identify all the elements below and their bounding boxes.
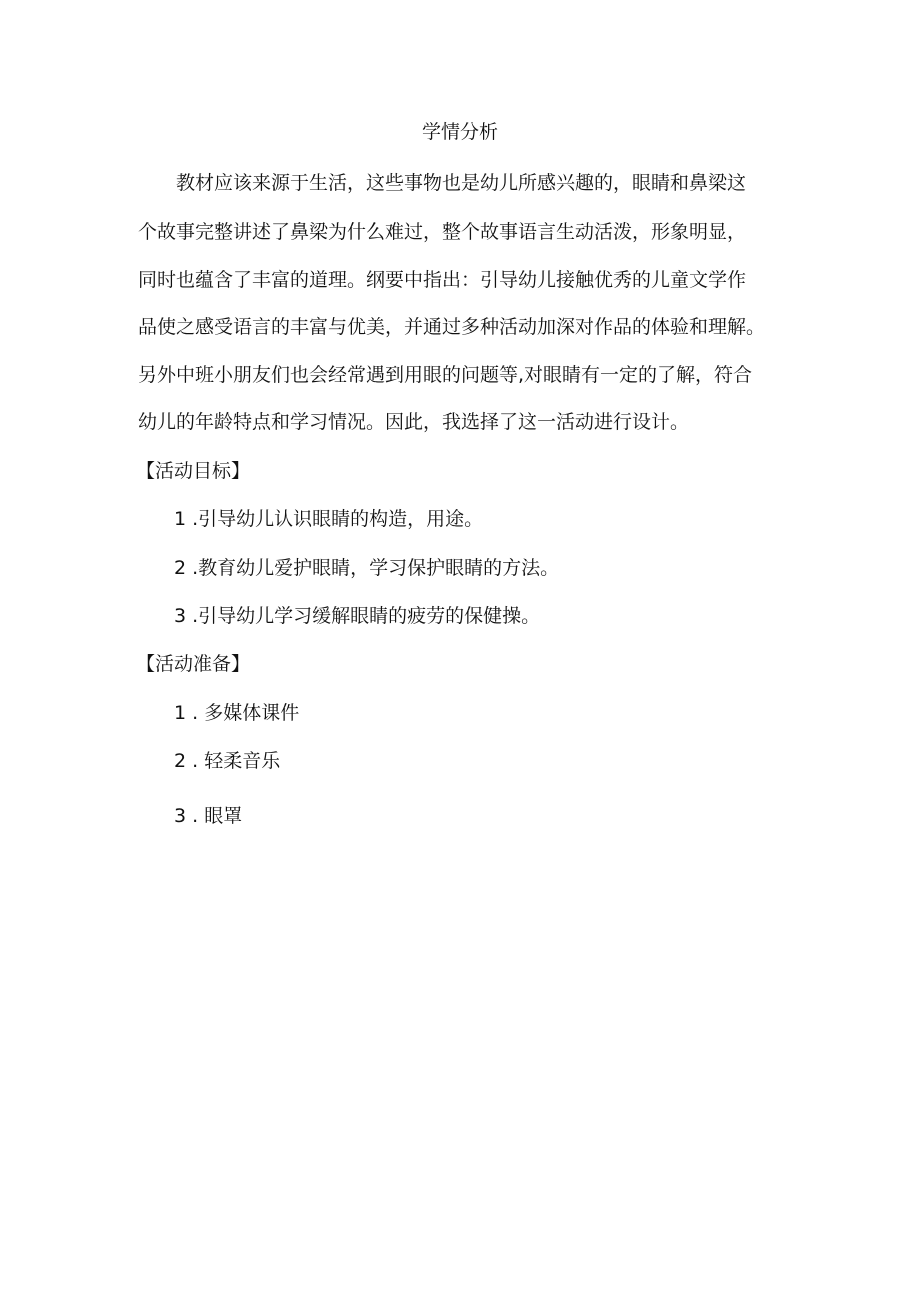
goal-item-3: 3 .引导幼儿学习缓解眼睛的疲劳的保健操。 [174, 605, 541, 627]
paragraph-line-5: 另外中班小朋友们也会经常遇到用眼的问题等,对眼睛有一定的了解，符合 [138, 364, 753, 386]
goal-item-1: 1 .引导幼儿认识眼睛的构造，用途。 [174, 508, 484, 530]
paragraph-line-1: 教材应该来源于生活，这些事物也是幼儿所感兴趣的，眼睛和鼻梁这 [176, 172, 747, 194]
prep-item-3: 3 . 眼罩 [174, 805, 243, 827]
goal-item-2: 2 .教育幼儿爱护眼睛，学习保护眼睛的方法。 [174, 557, 560, 579]
paragraph-line-4: 品使之感受语言的丰富与优美，并通过多种活动加深对作品的体验和理解。 [138, 316, 766, 338]
goals-heading: 【活动目标】 [136, 460, 251, 482]
prep-item-1: 1 . 多媒体课件 [174, 702, 300, 724]
paragraph-line-6: 幼儿的年龄特点和学习情况。因此，我选择了这一活动进行设计。 [138, 411, 690, 433]
document-title: 学情分析 [421, 121, 498, 143]
paragraph-line-3: 同时也蕴含了丰富的道理。纲要中指出：引导幼儿接触优秀的儿童文学作 [138, 269, 747, 291]
paragraph-line-2: 个故事完整讲述了鼻梁为什么难过，整个故事语言生动活泼，形象明显， [138, 221, 747, 243]
prep-item-2: 2 . 轻柔音乐 [174, 750, 281, 772]
prep-heading: 【活动准备】 [136, 653, 251, 675]
